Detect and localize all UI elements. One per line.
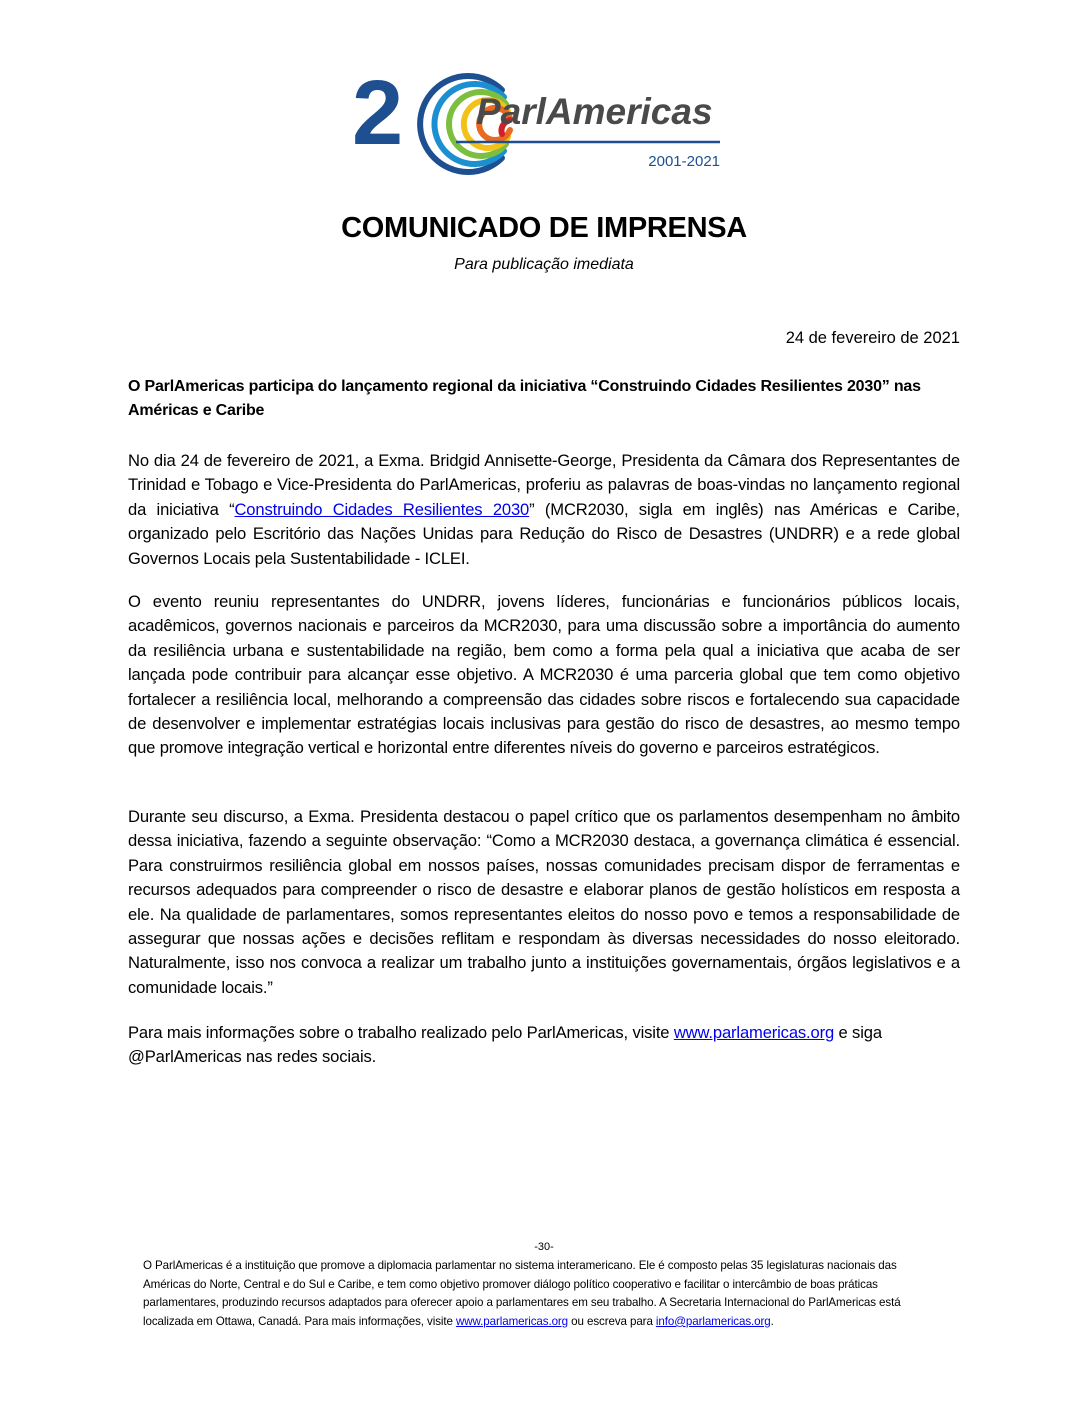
paragraph-2: O evento reuniu representantes do UNDRR, jovens líderes, funcionárias e funcionários públicos locais, acadêmicos, governos nacionais e parceiros da MCR2030, para uma discussão sobre a importância do aumento da resiliência urbana e sustentabilidade na região, bem como a forma pela qual a iniciativa que acaba de ser lançada pode contribuir para alcançar esse objetivo. A MCR2030 é uma parceria global que tem como objetivo fortalecer a resiliência local, melhorando a compreensão das cidades sobre riscos e fortalecendo sua capacidade de desenvolver e implementar estratégias locais inclusivas para gestão do risco de desastres, ao mesmo tempo que promove integração vertical e horizontal entre diferentes níveis do governo e parceiros estratégicos. — [128, 592, 960, 758]
headline: O ParlAmericas participa do lançamento regional da iniciativa “Construindo Cidades Resilientes 2030” nas Américas e Caribe — [128, 378, 921, 419]
logo-number: 2 — [352, 64, 404, 164]
paragraph-1: No dia 24 de fevereiro de 2021, a Exma. Bridgid Annisette-George, Presidenta da Câmara dos Representantes de Trinidad e Tobago e Vice-Presidenta do ParlAmericas, proferiu as palavras de boas-vindas no lançamento regional da iniciativa “Construindo Cidades Resilientes 2030” (MCR2030, sigla em inglês) nas Américas e Caribe, organizado pelo Escritório das Nações Unidas para Redução do Risco de Desastres (UNDRR) e a rede global Governos Locais pela Sustentabilidade - ICLEI. — [128, 451, 960, 568]
footer-note: O ParlAmericas é a instituição que promove a diplomacia parlamentar no sistema interamericano. Ele é composto pelas 35 legislaturas nacionais das Américas do Norte, Central e do Sul e Caribe, e tem como objetivo promover diálogo político cooperativo e facilitar o intercâmbio de boas práticas parlamentares, produzindo recursos adaptados para oferecer apoio a parlamentares em seu trabalho. A Secretaria Internacional do ParlAmericas está localizada em Ottawa, Canadá. Para mais informações, visite www.parlamericas.org ou escreva para info@parlamericas.org. — [143, 1259, 901, 1328]
footer-email-link[interactable]: info@parlamericas.org — [655, 1314, 771, 1328]
logo-years: 2001-2021 — [648, 153, 720, 170]
paragraph-3: Durante seu discurso, a Exma. Presidenta destacou o papel crítico que os parlamentos desempenham no âmbito dessa iniciativa, fazendo a seguinte observação: “Como a MCR2030 destaca, a governança climática é essencial. Para construirmos resiliência global em nossos países, nossas comunidades precisam dispor de ferramentas e recursos adequados para compreender o risco de desastre e elaborar planos de gestão holísticos em resposta a ele. Na qualidade de parlamentares, somos representantes eleitos do nosso povo e temos a responsabilidade de assegurar que nossas ações e decisões reflitam e respondam às diversas necessidades do nosso eleitorado. Naturalmente, isso nos convoca a realizar um trabalho junto a instituições governamentais, órgãos legislativos e a comunidade locais.” — [128, 807, 960, 997]
website-link[interactable]: www.parlamericas.org — [673, 1023, 835, 1042]
end-marker: -30- — [534, 1241, 554, 1253]
release-date: 24 de fevereiro de 2021 — [785, 329, 960, 347]
mcr2030-link[interactable]: Construindo Cidades Resilientes 2030 — [234, 499, 530, 519]
press-release-title: COMUNICADO DE IMPRENSA — [341, 212, 747, 244]
press-release-subtitle: Para publicação imediata — [454, 256, 634, 273]
footer-website-link[interactable]: www.parlamericas.org — [455, 1314, 569, 1328]
logo-name: ParlAmericas — [476, 91, 713, 132]
paragraph-4: Para mais informações sobre o trabalho realizado pelo ParlAmericas, visite www.parlamericas.org e siga @ParlAmericas nas redes sociais. — [128, 1023, 882, 1067]
parlamericas-logo — [352, 64, 732, 176]
